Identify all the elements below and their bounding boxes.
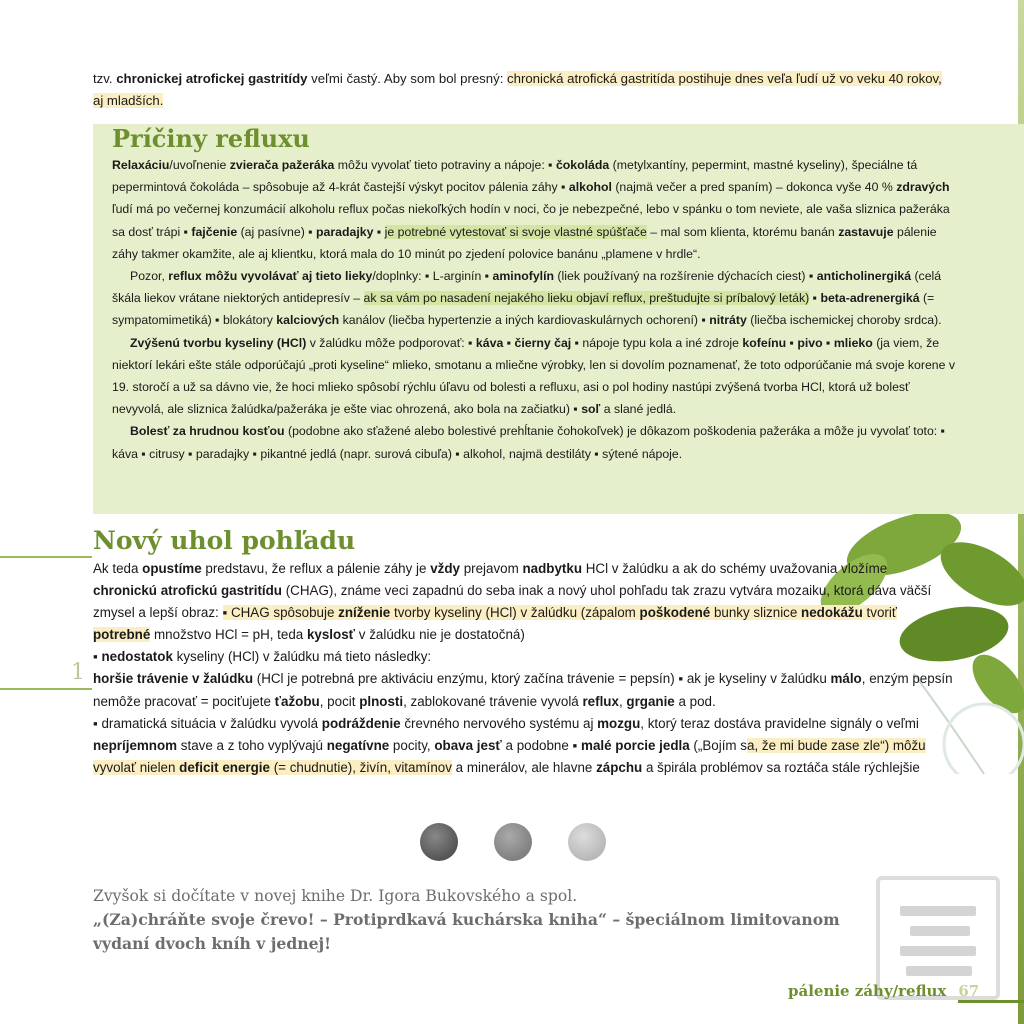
intro-paragraph bbox=[93, 68, 943, 112]
new-angle-paragraph-2: ▪ nedostatok kyseliny (HCl) v žalúdku má tieto následky: bbox=[93, 649, 432, 665]
causes-paragraph-2: Pozor, reflux môžu vyvolávať aj tieto lieky/doplnky: ▪ L-arginín ▪ aminofylín (liek používaný na rozšírenie dýchacích ciest) ▪ anticholinergiká (celá škála liekov vrátane niektorých antidepresív – ak sa vám po nasadení nejakého lieku objaví reflux, preštudujte si príbalový leták) ▪ beta-adrenergiká (= sympatomimetiká) ▪ blokátory kalciových kanálov (liečba hypertenzie a iných kardiovaskulárnych ochorení) ▪ nitráty (liečba ischemickej choroby srdca). bbox=[112, 269, 942, 328]
causes-title: Príčiny refluxu bbox=[112, 124, 310, 153]
new-angle-paragraph-1: Ak teda opustíme predstavu, že reflux a pálenie záhy je vždy prejavom nadbytku HCl v žalúdku a ak do schémy uvažovania vložíme chronickú atrofickú gastritídu (CHAG), známe veci zapadnú do seba inak a nový uhol pohľadu tak zrazu vytvára mozaiku, ktorá dáva väčší zmysel a lepší obraz: ▪ CHAG spôsobuje zníženie tvorby kyseliny (HCl) v žalúdku (zápalom poškodené bunky sliznice nedokážu tvoriť potrebné množstvo HCl = pH, teda kyslosť v žalúdku nie je dostatočná) bbox=[93, 561, 932, 643]
page-marker: 1 bbox=[71, 660, 85, 685]
causes-highlight-triggers: je potrebné vytestovať si svoje vlastné spúšťače bbox=[384, 224, 647, 239]
causes-paragraph-3: Zvýšenú tvorbu kyseliny (HCl) v žalúdku môže podporovať: ▪ káva ▪ čierny čaj ▪ nápoje typu kola a iné zdroje kofeínu ▪ pivo ▪ mlieko (ja viem, že niektorí lekári ešte stále odporúčajú „proti kyseline“ mlieko, smotanu a mliečne výrobky, len si dovolím poznamenať, že toto odporúčanie má svoje korene v 19. storočí a už sa dávno vie, že hoci mlieko spôsobí rýchlu úľavu od bolesti a refluxu, asi o pol hodiny nastúpi zvýšená tvorba HCl, ktorá už bolesť nevyvolá, ale sliznica žalúdka/pažeráka je ešte viac ohrozená, ako bola na začiatku) ▪ soľ a slané jedlá. bbox=[112, 335, 956, 417]
footer-section-label: pálenie záhy/reflux bbox=[788, 982, 947, 1000]
intro-highlight: chronická atrofická gastritída postihuje dnes veľa ľudí už vo veku 40 rokov, aj mladších. bbox=[93, 71, 942, 108]
causes-paragraph-1: Relaxáciu/uvoľnenie zvierača pažeráka môžu vyvolať tieto potraviny a nápoje: ▪ čokoláda (metylxantíny, pepermint, mastné kyseliny), špeciálne tá pepermintová čokoláda – spôsobuje až 4-krát častejší výskyt pocitov pálenia záhy ▪ alkohol (najmä večer a pred spaním) – dokonca vyše 40 % zdravých ľudí má po večernej konzumácií alkoholu reflux počas niekoľkých hodín v noci, čo je nebezpečné, lebo v spánku o tom neviete, ale vaša sliznica pažeráka sa dosť trápi ▪ fajčenie (aj pasívne) ▪ paradajky ▪ je potrebné vytestovať si svoje vlastné spúšťače – mal som klienta, ktorému banán zastavuje pálenie záhy takmer okamžite, ale aj klientku, ktorá mala do 10 minút po zjedení polovice banánu „plamene v hrdle“. bbox=[112, 158, 950, 261]
causes-highlight-leaflet: ak sa vám po nasadení nejakého lieku objaví reflux, preštudujte si príbalový leták) bbox=[363, 291, 810, 306]
section-rule-top bbox=[0, 556, 92, 558]
dot-dark bbox=[420, 823, 458, 861]
book-promo bbox=[93, 884, 853, 956]
footer-rule bbox=[958, 1000, 1024, 1003]
dot-medium bbox=[494, 823, 532, 861]
new-angle-paragraph-4: ▪ dramatická situácia v žalúdku vyvolá podráždenie črevného nervového systému aj mozgu, ktorý teraz dostáva pravidelne signály o veľmi nepríjemnom stave a z toho vyplývajú negatívne pocity, obava jesť a podobne ▪ malé porcie jedla („Bojím sa, že mi bude zase zle“) môžu vyvolať nielen deficit energie (= chudnutie), živín, vitamínov a minerálov, ale hlavne zápchu a špirála problémov sa roztáča stále rýchlejšie bbox=[93, 715, 926, 775]
promo-line-2: „(Za)chráňte svoje črevo! – Protiprdkavá kuchárska kniha“ – špeciálnom limitovanom vydaní dvoch kníh v jednej! bbox=[93, 910, 840, 953]
causes-text bbox=[112, 154, 958, 465]
chag-highlight: ▪ CHAG spôsobuje zníženie tvorby kyseliny (HCl) v žalúdku (zápalom poškodené bunky sliznice nedokážu tvoriť potrebné bbox=[93, 605, 897, 643]
pagination-dots bbox=[420, 823, 610, 863]
intro-text-2: veľmi častý. Aby som bol presný: bbox=[307, 71, 508, 86]
promo-line-1: Zvyšok si dočítate v novej knihe Dr. Igora Bukovského a spol. bbox=[93, 887, 578, 905]
section-rule-bottom bbox=[0, 688, 92, 690]
intro-text: tzv. bbox=[93, 71, 117, 86]
new-angle-text bbox=[93, 558, 953, 779]
dot-light bbox=[568, 823, 606, 861]
new-angle-title: Nový uhol pohľadu bbox=[93, 526, 356, 555]
causes-paragraph-4: Bolesť za hrudnou kosťou (podobne ako sťažené alebo bolestivé prehĺtanie čohokoľvek) je dôkazom poškodenia pažeráka a môže ju vyvolať toto: ▪ káva ▪ citrusy ▪ paradajky ▪ pikantné jedlá (napr. surová cibuľa) ▪ alkohol, najmä destiláty ▪ sýtené nápoje. bbox=[112, 424, 946, 461]
intro-bold: chronickej atrofickej gastritídy bbox=[116, 71, 308, 86]
page-footer bbox=[788, 982, 979, 1000]
deficit-highlight: a, že mi bude zase zle“) môžu vyvolať nielen deficit energie (= chudnutie), živín, vitamínov bbox=[93, 737, 926, 775]
page-number: 67 bbox=[958, 982, 980, 1000]
new-angle-paragraph-3: horšie trávenie v žalúdku (HCl je potrebná pre aktiváciu enzýmu, ktorý začína trávenie = pepsín) ▪ ak je kyseliny v žalúdku málo, enzým pepsín nemôže pracovať = pociťujete ťažobu, pocit plnosti, zablokované trávenie vyvolá reflux, grganie a pod. bbox=[93, 671, 953, 709]
